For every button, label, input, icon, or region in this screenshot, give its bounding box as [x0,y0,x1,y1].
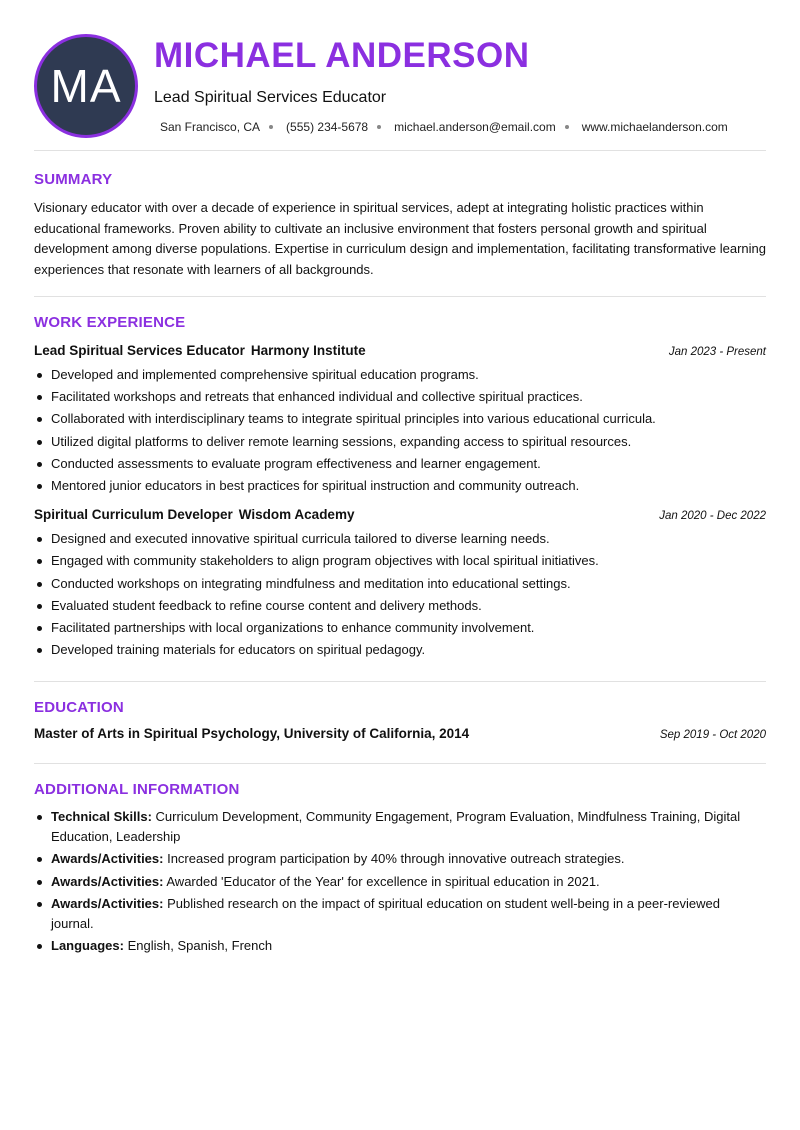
job-bullet: Developed and implemented comprehensive spiritual education programs. [34,364,766,386]
job-header [34,507,766,522]
info-text: Increased program participation by 40% through innovative outreach strategies. [167,851,625,867]
contact-separator-dot [269,125,273,129]
summary-heading: SUMMARY [34,171,113,188]
job-title [34,507,354,522]
additional-information-section [34,764,766,956]
info-label: Awards/Activities: [51,896,164,912]
job-entry [34,343,766,497]
contact-separator-dot [565,125,569,129]
job-entry [34,507,766,661]
info-text: Published research on the impact of spiritual education on student well-being in a peer-reviewed journal. [51,896,720,931]
job-header [34,343,766,358]
contact-bar [160,120,728,134]
summary-text: Visionary educator with over a decade of experience in spiritual services, adept at integrating holistic practices within educational frameworks. Proven ability to cultivate an inclusive environment that fosters personal growth and spiritual development among diverse populations. Expertise in curriculum design and implementation, facilitating transformative learning experiences that resonate with learners of all backgrounds. [34,200,766,277]
avatar: MA [34,34,138,138]
candidate-headline: Lead Spiritual Services Educator [154,89,387,106]
job-bullet: Conducted workshops on integrating mindfulness and meditation into educational settings. [34,573,766,595]
info-item [34,872,766,892]
job-bullet: Collaborated with interdisciplinary teams to integrate spiritual principles into various educational curricula. [34,408,766,430]
education-degree: Master of Arts in Spiritual Psychology, University of California, 2014 [34,726,470,742]
job-bullet: Engaged with community stakeholders to align program objectives with local spiritual initiatives. [34,550,766,572]
job-bullet: Mentored junior educators in best practices for spiritual instruction and community outreach. [34,475,766,497]
info-label: Awards/Activities: [51,851,164,867]
job-bullet: Designed and executed innovative spiritual curricula tailored to diverse learning needs. [34,528,766,550]
additional-information-heading: ADDITIONAL INFORMATION [34,781,240,799]
info-item [34,936,766,956]
work-experience-section [34,297,766,681]
info-label: Awards/Activities: [51,873,164,889]
resume-header [34,0,766,150]
info-label: Languages: [51,938,124,954]
info-text: English, Spanish, French [127,938,273,954]
job-title [34,343,366,358]
info-item [34,894,766,933]
job-organization: Wisdom Academy [238,507,355,523]
candidate-name: MICHAEL ANDERSON [154,36,530,75]
job-bullet-list [34,364,766,497]
education-heading: EDUCATION [34,699,124,717]
additional-information-list [34,807,766,956]
job-bullet: Facilitated partnerships with local organizations to enhance community involvement. [34,617,766,639]
work-experience-heading: WORK EXPERIENCE [34,314,186,331]
summary-section [34,151,766,296]
education-section [34,682,766,763]
job-role: Lead Spiritual Services Educator [34,343,245,358]
education-dates: Sep 2019 - Oct 2020 [659,729,766,742]
contact-phone[interactable]: (555) 234-5678 [286,120,369,134]
job-bullet-list [34,528,766,661]
job-dates: Jan 2023 - Present [668,346,766,358]
contact-separator-dot [377,125,381,129]
contact-location: San Francisco, CA [160,120,261,134]
job-role: Spiritual Curriculum Developer [34,507,233,523]
job-organization: Harmony Institute [250,343,366,358]
job-bullet: Evaluated student feedback to refine course content and delivery methods. [34,595,766,617]
job-dates: Jan 2020 - Dec 2022 [659,510,766,523]
info-label: Technical Skills: [51,809,152,825]
job-bullet: Facilitated workshops and retreats that enhanced individual and collective spiritual practices. [34,386,766,408]
job-bullet: Conducted assessments to evaluate program effectiveness and learner engagement. [34,453,766,475]
job-bullet: Developed training materials for educators on spiritual pedagogy. [34,639,766,661]
education-entry [34,726,766,741]
job-bullet: Utilized digital platforms to deliver remote learning sessions, expanding access to spiritual resources. [34,431,766,453]
contact-email[interactable]: michael.anderson@email.com [394,120,556,134]
info-text: Awarded 'Educator of the Year' for excellence in spiritual education in 2021. [166,873,600,889]
info-item [34,849,766,869]
contact-website[interactable]: www.michaelanderson.com [581,120,728,134]
info-text: Curriculum Development, Community Engagement, Program Evaluation, Mindfulness Training, Digital Education, Leadership [51,809,741,844]
info-item [34,807,766,846]
